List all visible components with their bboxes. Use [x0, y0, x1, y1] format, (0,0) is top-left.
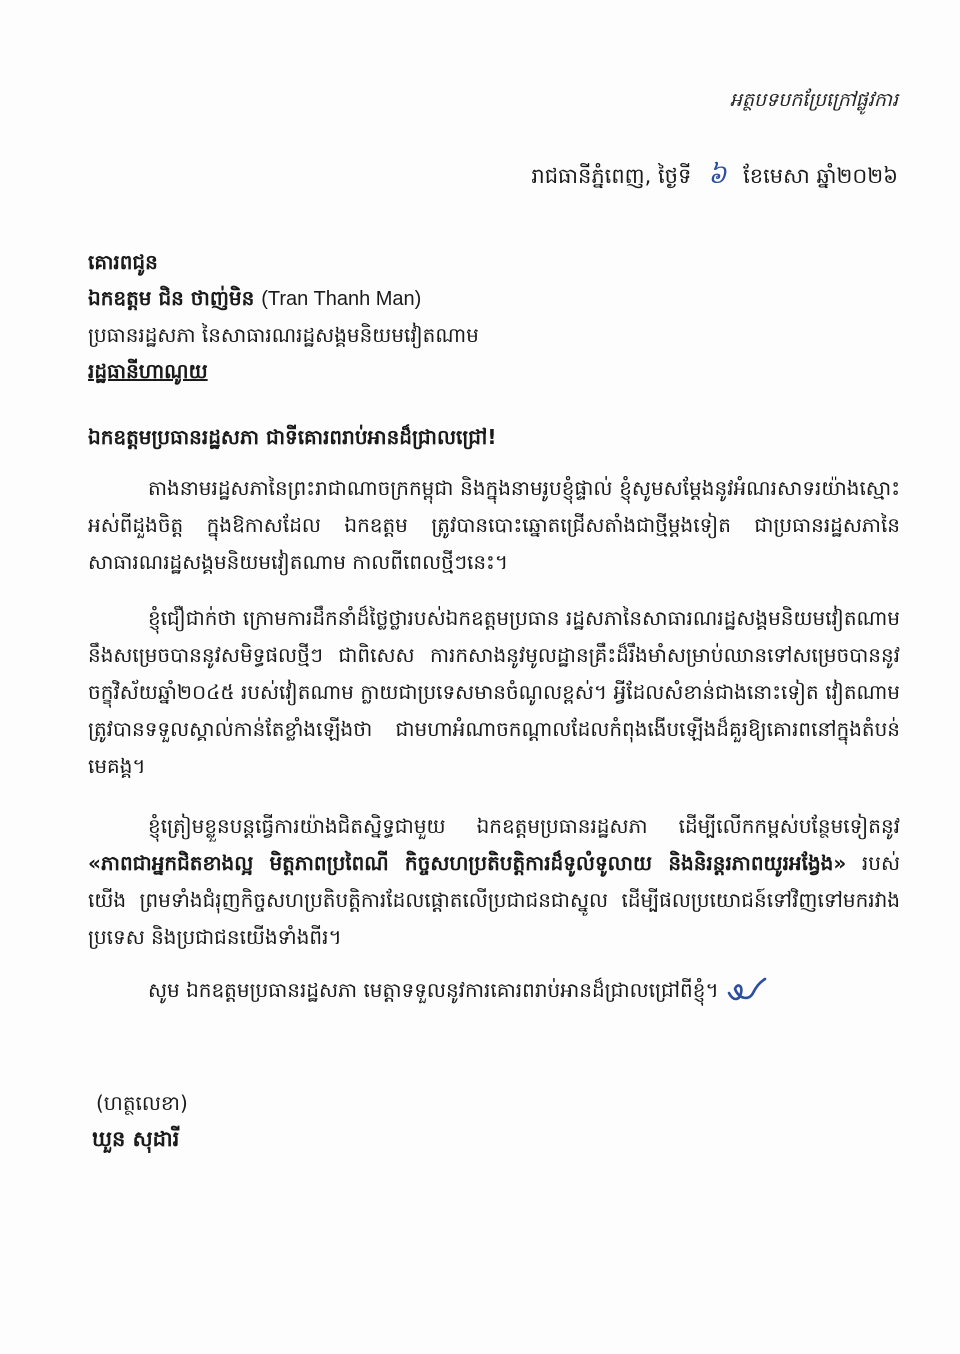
- unofficial-translation-note: អត្ថបទបកប្រែក្រៅផ្លូវការ: [729, 89, 898, 111]
- recipient-name-latin: (Tran Thanh Man): [261, 288, 422, 310]
- paragraph-3-text-before: ខ្ញុំត្រៀមខ្លួនបន្តធ្វើការយ៉ាងជិតស្និទ្ធជាមួយ ឯកឧត្តមប្រធានរដ្ឋសភា ដើម្បីលើកកម្ពស់បន្ថែមទៀតនូវ: [148, 814, 900, 838]
- paragraph-1-text: តាងនាមរដ្ឋសភានៃព្រះរាជាណាចក្រកម្ពុជា និងក្នុងនាមរូបខ្ញុំផ្ទាល់ ខ្ញុំសូមសម្តែងនូវអំណរសាទរយ៉ាងស្មោះអស់ពីដួងចិត្ត ក្នុងឱកាសដែល ឯកឧត្តម ត្រូវបានបោះឆ្នោតជ្រើសតាំងជាថ្មីម្តងទៀត ជាប្រធានរដ្ឋសភានៃសាធារណរដ្ឋសង្គមនិយមវៀតណាម កាលពីពេលថ្មីៗនេះ។: [88, 476, 900, 574]
- date-suffix: ខែមេសា ឆ្នាំ២០២៦: [743, 164, 898, 188]
- paragraph-2: [88, 600, 900, 785]
- paragraph-3: [88, 808, 900, 956]
- paragraph-4: [88, 972, 900, 1009]
- paragraph-2-text: ខ្ញុំជឿជាក់ថា ក្រោមការដឹកនាំដ៏ថ្លៃថ្លារបស់ឯកឧត្តមប្រធាន រដ្ឋសភានៃសាធារណរដ្ឋសង្គមនិយមវៀតណាម នឹងសម្រេចបាននូវសមិទ្ធផលថ្មីៗ ជាពិសេស ការកសាងនូវមូលដ្ឋានគ្រឹះដ៏រឹងមាំសម្រាប់ឈានទៅសម្រេចបាននូវចក្ខុវិស័យឆ្នាំ២០៤៥ របស់វៀតណាម ក្លាយជាប្រទេសមានចំណូលខ្ពស់។ អ្វីដែលសំខាន់ជាងនោះទៀត វៀតណាមត្រូវបានទទួលស្គាល់កាន់តែខ្លាំងឡើងថា ជាមហាអំណាចកណ្តាលដែលកំពុងងើបឡើងដ៏គួរឱ្យគោរពនៅក្នុងតំបន់មេគង្គ។: [88, 606, 900, 778]
- paragraph-4-text: សូម ឯកឧត្តមប្រធានរដ្ឋសភា មេត្តាទទួលនូវការគោរពរាប់អានដ៏ជ្រាលជ្រៅពីខ្ញុំ។: [148, 978, 719, 1002]
- salutation: ឯកឧត្តមប្រធានរដ្ឋសភា ជាទីគោរពរាប់អានដ៏ជ្រាលជ្រៅ!: [88, 425, 497, 449]
- signatory-name: ឃួន សុដារី: [92, 1127, 180, 1151]
- recipient-city: រដ្ឋធានីហាណូយ: [88, 359, 208, 383]
- paragraph-3-emphasis: «ភាពជាអ្នកជិតខាងល្អ មិត្តភាពប្រពៃណី កិច្ចសហប្រតិបត្តិការដ៏ទូលំទូលាយ និងនិរន្តរភាពយូរអង្វែង»: [88, 851, 847, 875]
- recipient-title: ប្រធានរដ្ឋសភា នៃសាធារណរដ្ឋសង្គមនិយមវៀតណាម: [88, 323, 479, 347]
- paragraph-3-text-after: របស់យើង ព្រមទាំងជំរុញកិច្ចសហប្រតិបត្តិការដែលផ្តោតលើប្រជាជនជាស្នូល ដើម្បីផលប្រយោជន៍ទៅវិញទៅមករវាងប្រទេស និងប្រជាជនយើងទាំងពីរ។: [88, 851, 900, 949]
- paragraph-1: [88, 470, 900, 581]
- recipient-block: [88, 244, 479, 389]
- signature-label: (ហត្ថលេខា): [96, 1091, 188, 1115]
- recipient-name: [88, 280, 479, 317]
- recipient-greeting: គោរពជូន: [88, 250, 158, 274]
- date-line: [531, 158, 898, 196]
- handwritten-day: ៦: [708, 160, 727, 190]
- handwritten-initial-mark: [725, 975, 769, 1003]
- date-prefix: រាជធានីភ្នំពេញ, ថ្ងៃទី: [531, 164, 692, 188]
- recipient-name-khmer: ឯកឧត្តម ជិន ថាញ់មិន: [88, 286, 255, 310]
